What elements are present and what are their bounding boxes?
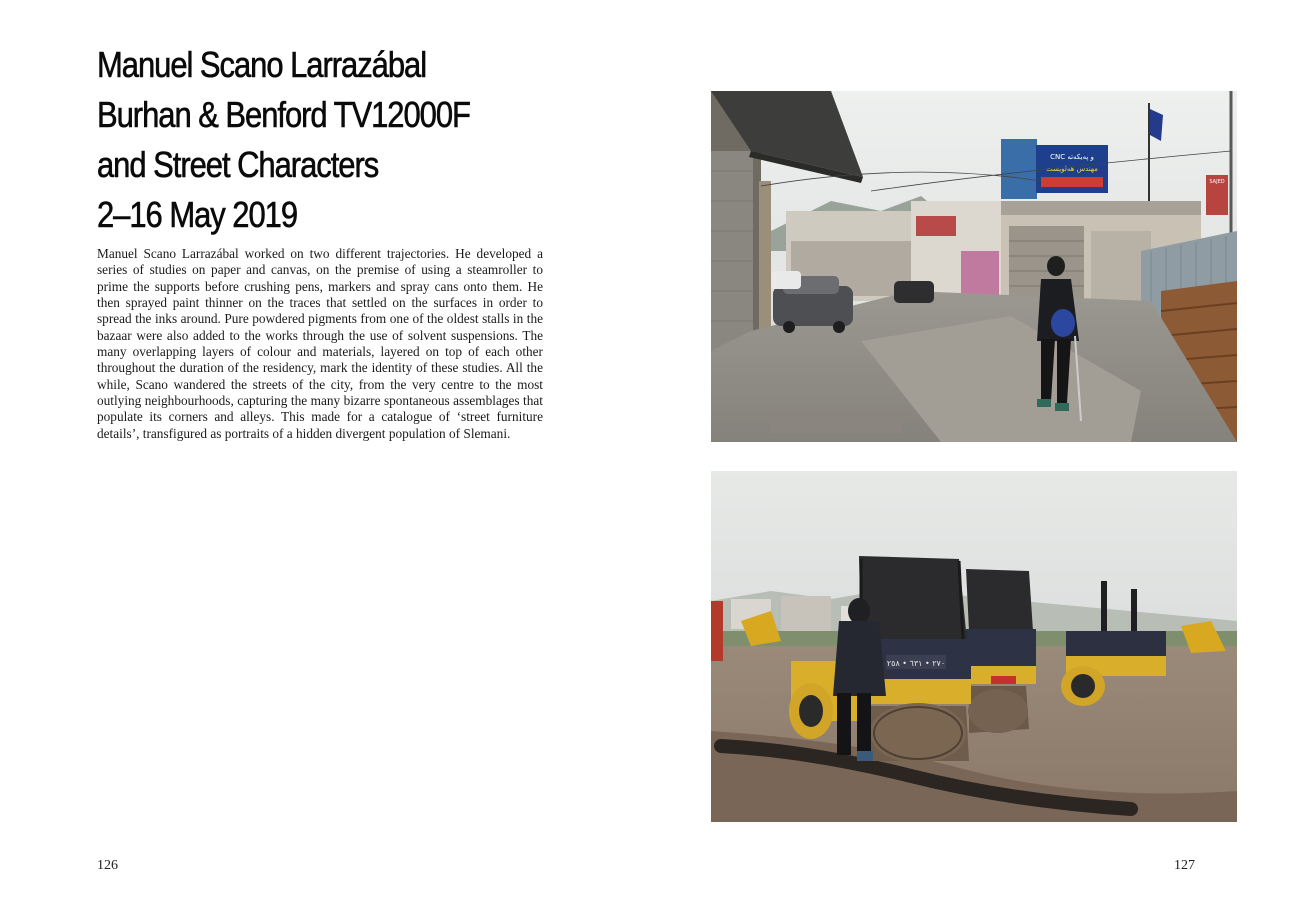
shop-sign-line-2: مهندس هەلویست <box>1046 165 1098 173</box>
steamroller-photo-illustration <box>711 471 1237 822</box>
body-paragraph: Manuel Scano Larrazábal worked on two different trajectories. He developed a series of studies on paper and canvas, on the premise of using a steamroller to prime the supports before crushing pens, markers and spray cans onto them. He then sprayed paint thinner on the traces that settled on the surfaces in order to spread the inks around. Pure powdered pigments from one of the oldest stalls in the bazaar were also added to the works through the use of solvent suspensions. The many overlapping layers of colour and materials, layered on top of each other throughout the duration of the residency, mark the identity of these studies. All the while, Scano wandered the streets of the city, from the very centre to the most outlying neighbourhoods, capturing the many bizarre spontaneous assemblages that populate its corners and alleys. This made for a catalogue of ‘street furniture details’, transfigured as portraits of a hidden divergent population of Slemani. <box>97 246 543 441</box>
street-photo <box>711 91 1237 442</box>
title-line-work: Burhan & Benford TV12000F <box>97 94 470 135</box>
page-number-right: 127 <box>1174 858 1195 873</box>
street-photo-illustration <box>711 91 1237 442</box>
title-line-artist: Manuel Scano Larrazábal <box>97 44 427 85</box>
steamroller-photo <box>711 471 1237 822</box>
roller-plate: ٢٧٠ • ٦٣١ • ٢٥٨ <box>886 659 946 668</box>
page-number-left: 126 <box>97 858 118 873</box>
article-title <box>97 40 579 240</box>
title-line-dates: 2–16 May 2019 <box>97 194 298 235</box>
shop-sign-line-1: CNC و پەیکەتە <box>1050 153 1094 161</box>
side-sign: SAJED <box>1209 179 1225 185</box>
title-line-subtitle: and Street Characters <box>97 144 379 185</box>
